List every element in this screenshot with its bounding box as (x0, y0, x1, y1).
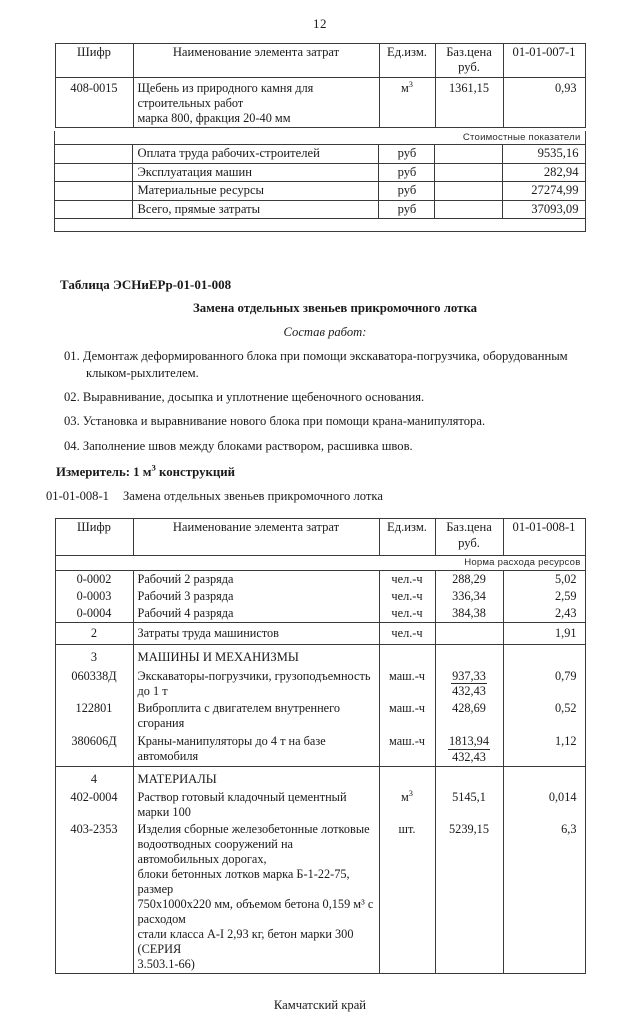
row-code: 0-0004 (55, 605, 133, 623)
row-norm: 5,02 (503, 570, 585, 588)
header-norm-code: 01-01-008-1 (503, 519, 585, 556)
row-code: 402-0004 (55, 788, 133, 821)
row-name: Рабочий 3 разряда (133, 588, 379, 605)
row-name: Рабочий 2 разряда (133, 570, 379, 588)
row-norm: 1,12 (503, 732, 585, 766)
total-label: Оплата труда рабочих-строителей (133, 145, 379, 163)
row-price (435, 622, 503, 644)
price-denominator: 432,43 (452, 749, 486, 764)
total-unit: руб (379, 145, 435, 163)
header-price-line1: Баз.цена (446, 45, 492, 59)
total-value: 37093,09 (503, 200, 585, 218)
header-unit: Ед.изм. (379, 519, 435, 556)
header-price (435, 44, 503, 78)
row-code: 0-0002 (55, 570, 133, 588)
header-price-line2: руб. (458, 535, 480, 550)
totals-row (55, 163, 585, 181)
row-price: 5239,15 (435, 821, 503, 974)
band-row (55, 131, 585, 145)
table-header-row (55, 44, 585, 78)
izmeritel-prefix: Измеритель: 1 м (56, 464, 152, 479)
total-label: Эксплуатация машин (133, 163, 379, 181)
row-name-line: блоки бетонных лотков марка Б-1-22-75, размер (137, 866, 350, 896)
totals-row (55, 200, 585, 218)
table-header-row (55, 519, 585, 556)
table-row (55, 700, 585, 732)
row-norm: 0,52 (503, 700, 585, 732)
table-row (55, 570, 585, 588)
row-unit: маш.-ч (379, 700, 435, 732)
row-name: Экскаваторы-погрузчики, грузоподъемность до 1 т (133, 666, 379, 700)
row-unit (379, 788, 435, 821)
row-unit: чел.-ч (379, 622, 435, 644)
group-code: 3 (55, 644, 133, 666)
sostav-rabot-label: Состав работ: (283, 324, 367, 339)
table-row (55, 622, 585, 644)
header-name: Наименование элемента затрат (133, 44, 379, 78)
norm-name: Замена отдельных звеньев прикромочного лотка (122, 489, 383, 504)
row-norm: 1,91 (503, 622, 585, 644)
total-unit: руб (379, 163, 435, 181)
header-unit: Ед.изм. (379, 44, 435, 78)
resource-norm-label: Норма расхода ресурсов (55, 556, 585, 571)
row-code: 380606Д (55, 732, 133, 766)
cost-table-second (55, 518, 586, 974)
row-norm: 0,93 (503, 77, 585, 127)
row-unit (379, 77, 435, 127)
row-price: 1361,15 (435, 77, 503, 127)
row-price: 384,38 (435, 605, 503, 623)
header-price (435, 519, 503, 556)
row-code: 408-0015 (55, 77, 133, 127)
totals-row (55, 182, 585, 200)
price-fraction (451, 669, 487, 698)
row-price: 288,29 (435, 570, 503, 588)
row-name: Раствор готовый кладочный цементный марки 100 (133, 788, 379, 821)
izmeritel-sup: 3 (151, 462, 156, 473)
row-code: 403-2353 (55, 821, 133, 974)
row-name: Виброплита с двигателем внутреннего сгорания (133, 700, 379, 732)
band-row (55, 556, 585, 571)
norm-reference-line (42, 488, 598, 505)
row-name-line: водоотводных сооружений на автомобильных дорогах, (137, 836, 293, 866)
cost-table-first (55, 43, 586, 128)
row-name-line: стали класса А-I 2,93 кг, бетон марки 300 (СЕРИЯ (137, 926, 354, 956)
row-unit-sup: 3 (408, 788, 413, 798)
total-value: 282,94 (503, 163, 585, 181)
page-footer: Камчатский край (273, 997, 367, 1012)
row-unit-text: м (401, 789, 409, 804)
norm-code: 01-01-008-1 (46, 489, 109, 504)
row-price: 428,69 (435, 700, 503, 732)
total-label: Всего, прямые затраты (133, 200, 379, 218)
group-header-row-machines (55, 644, 585, 666)
row-name: Рабочий 4 разряда (133, 605, 379, 623)
row-code: 122801 (55, 700, 133, 732)
header-code: Шифр (55, 519, 133, 556)
section-prose (42, 276, 598, 505)
price-numerator: 937,33 (452, 669, 486, 684)
table-bottom-spacer (55, 218, 585, 231)
row-norm: 6,3 (503, 821, 585, 974)
row-norm: 2,59 (503, 588, 585, 605)
row-price-fraction (435, 666, 503, 700)
cost-indicators-band-table (54, 131, 585, 232)
row-name-line: 3.503.1-66) (137, 956, 195, 971)
row-unit-text: м (401, 80, 409, 95)
row-name (133, 77, 379, 127)
table-row (55, 821, 585, 974)
group-title: МАШИНЫ И МЕХАНИЗМЫ (133, 644, 379, 666)
total-unit: руб (379, 200, 435, 218)
row-name-line2: марка 800, фракция 20-40 мм (137, 110, 291, 125)
table-subtitle: Замена отдельных звеньев прикромочного лотка (192, 300, 478, 315)
row-price: 5145,1 (435, 788, 503, 821)
table-row (55, 588, 585, 605)
row-unit: чел.-ч (379, 605, 435, 623)
row-name (133, 821, 379, 974)
header-price-line2: руб. (458, 60, 480, 75)
table-row (55, 77, 585, 127)
table-row (55, 788, 585, 821)
row-norm: 2,43 (503, 605, 585, 623)
work-item: 01. Демонтаж деформированного блока при помощи экскаватора-погрузчика, оборудованным клыком-рыхлителем. (64, 349, 568, 381)
row-unit: чел.-ч (379, 570, 435, 588)
row-unit: маш.-ч (379, 666, 435, 700)
row-name-line1: Щебень из природного камня для строительных работ (137, 80, 314, 110)
izmeritel-line (42, 464, 598, 481)
row-price-fraction (435, 732, 503, 766)
row-unit: шт. (379, 821, 435, 974)
page-number: 12 (313, 16, 327, 31)
row-norm: 0,014 (503, 788, 585, 821)
row-norm: 0,79 (503, 666, 585, 700)
cost-indicators-label: Стоимостные показатели (55, 131, 585, 145)
total-unit: руб (379, 182, 435, 200)
price-numerator: 1813,94 (449, 734, 489, 749)
work-item: 03. Установка и выравнивание нового блока при помощи крана-манипулятора. (64, 414, 486, 429)
table-caption: Таблица ЭСНиЕРр-01-01-008 (60, 276, 232, 292)
totals-row (55, 145, 585, 163)
table-row (55, 605, 585, 623)
group-code: 4 (55, 766, 133, 788)
price-denominator: 432,43 (452, 684, 486, 699)
row-code: 2 (55, 622, 133, 644)
row-code: 0-0003 (55, 588, 133, 605)
work-item: 04. Заполнение швов между блоками раствором, расшивка швов. (64, 438, 413, 453)
row-name: Краны-манипуляторы до 4 т на базе автомобиля (133, 732, 379, 766)
row-name-line: Изделия сборные железобетонные лотковые (137, 821, 370, 836)
table-row (55, 732, 585, 766)
header-name: Наименование элемента затрат (133, 519, 379, 556)
table-row (55, 666, 585, 700)
total-label: Материальные ресурсы (133, 182, 379, 200)
header-code: Шифр (55, 44, 133, 78)
work-item: 02. Выравнивание, досыпка и уплотнение щебеночного основания. (64, 390, 425, 405)
group-title: МАТЕРИАЛЫ (133, 766, 379, 788)
row-code: 060338Д (55, 666, 133, 700)
row-unit: маш.-ч (379, 732, 435, 766)
row-price: 336,34 (435, 588, 503, 605)
total-value: 9535,16 (503, 145, 585, 163)
price-fraction (448, 734, 490, 763)
header-price-line1: Баз.цена (446, 520, 492, 535)
total-value: 27274,99 (503, 182, 585, 200)
izmeritel-suffix: конструкций (155, 464, 235, 479)
group-header-row-materials (55, 766, 585, 788)
row-unit: чел.-ч (379, 588, 435, 605)
header-norm-code: 01-01-007-1 (503, 44, 585, 78)
row-name: Затраты труда машинистов (133, 622, 379, 644)
row-name-line: 750х1000х220 мм, объемом бетона 0,159 м³ с расходом (137, 896, 374, 926)
row-unit-sup: 3 (408, 79, 413, 89)
